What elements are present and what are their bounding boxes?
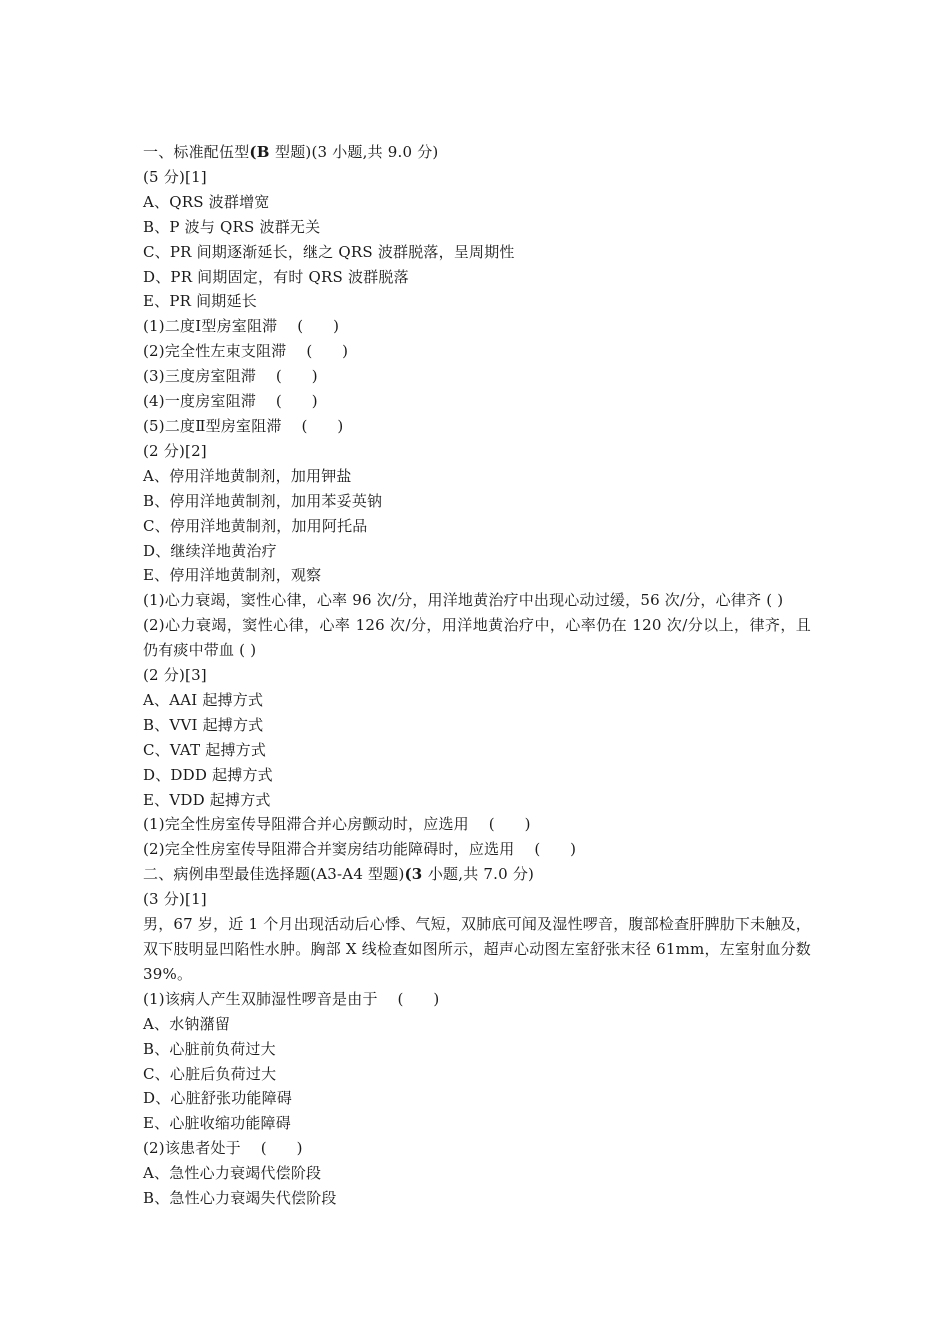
section1-heading-rest: 型题)(3 小题,共 9.0 分) — [275, 143, 439, 161]
option-line: A、水钠潴留 — [143, 1014, 231, 1033]
section1-heading-prefix: 一、标准配伍型 — [143, 143, 250, 161]
question-line: (4)一度房室阻滞 ( ) — [143, 392, 318, 411]
option-line: C、PR 间期逐渐延长，继之 QRS 波群脱落，呈周期性 — [143, 242, 515, 261]
option-line: D、DDD 起搏方式 — [143, 765, 273, 784]
question-line: (5)二度Ⅱ型房室阻滞 ( ) — [143, 416, 344, 435]
question-line: (2)心力衰竭，窦性心律，心率 126 次/分，用洋地黄治疗中，心率仍在 120 次/分以上，律齐，且仍有痰中带血 ( ) — [143, 616, 811, 660]
option-line: A、急性心力衰竭代偿阶段 — [143, 1164, 322, 1183]
option-line: E、VDD 起搏方式 — [143, 790, 271, 809]
question-line: (2)该患者处于 ( ) — [143, 1139, 303, 1158]
group-score: (2 分)[3] — [143, 666, 207, 685]
question-line: (2)完全性左束支阻滞 ( ) — [143, 342, 349, 361]
section2-heading-rest: 小题,共 7.0 分) — [427, 865, 535, 884]
section1-heading-bold: (B — [249, 143, 276, 161]
option-line: B、P 波与 QRS 波群无关 — [143, 217, 321, 236]
option-line: C、停用洋地黄制剂，加用阿托品 — [143, 516, 368, 535]
option-line: C、VAT 起搏方式 — [143, 740, 267, 759]
option-line: E、心脏收缩功能障碍 — [143, 1114, 291, 1133]
option-line: A、停用洋地黄制剂，加用钾盐 — [143, 466, 352, 485]
question-line: (2)完全性房室传导阻滞合并窦房结功能障碍时，应选用 ( ) — [143, 840, 577, 859]
option-line: A、QRS 波群增宽 — [143, 192, 270, 211]
question-line: (1)完全性房室传导阻滞合并心房颤动时，应选用 ( ) — [143, 815, 531, 834]
option-line: D、继续洋地黄治疗 — [143, 541, 277, 560]
section2-heading-bold: (3 — [404, 865, 428, 884]
group-score: (3 分)[1] — [143, 890, 207, 909]
option-line: D、PR 间期固定，有时 QRS 波群脱落 — [143, 267, 409, 286]
question-line: (1)该病人产生双肺湿性啰音是由于 ( ) — [143, 989, 440, 1008]
section2-heading — [143, 862, 811, 887]
option-line: E、停用洋地黄制剂，观察 — [143, 566, 322, 585]
group-score: (5 分)[1] — [143, 167, 207, 186]
option-line: B、停用洋地黄制剂，加用苯妥英钠 — [143, 491, 383, 510]
question-line: (1)心力衰竭，窦性心律，心率 96 次/分，用洋地黄治疗中出现心动过缓，56 次/分，心律齐 ( ) — [143, 591, 784, 610]
option-line: C、心脏后负荷过大 — [143, 1064, 277, 1083]
option-line: B、心脏前负荷过大 — [143, 1039, 276, 1058]
section1-heading — [143, 140, 811, 165]
case-description: 男，67 岁，近 1 个月出现活动后心悸、气短，双肺底可闻及湿性啰音，腹部检查肝脾肋下未触及，双下肢明显凹陷性水肿。胸部 X 线检查如图所示，超声心动图左室舒张末径 61mm，左室射血分数 39%。 — [143, 915, 811, 983]
question-line: (1)二度Ⅰ型房室阻滞 ( ) — [143, 317, 340, 336]
option-line: D、心脏舒张功能障碍 — [143, 1089, 293, 1108]
option-line: B、VVI 起搏方式 — [143, 715, 264, 734]
option-line: A、AAI 起搏方式 — [143, 690, 264, 709]
group-score: (2 分)[2] — [143, 441, 207, 460]
document-page — [143, 140, 811, 1211]
section2-heading-prefix: 二、病例串型最佳选择题(A3-A4 型题) — [143, 865, 405, 884]
option-line: E、PR 间期延长 — [143, 292, 257, 311]
question-line: (3)三度房室阻滞 ( ) — [143, 367, 318, 386]
option-line: B、急性心力衰竭失代偿阶段 — [143, 1189, 337, 1208]
